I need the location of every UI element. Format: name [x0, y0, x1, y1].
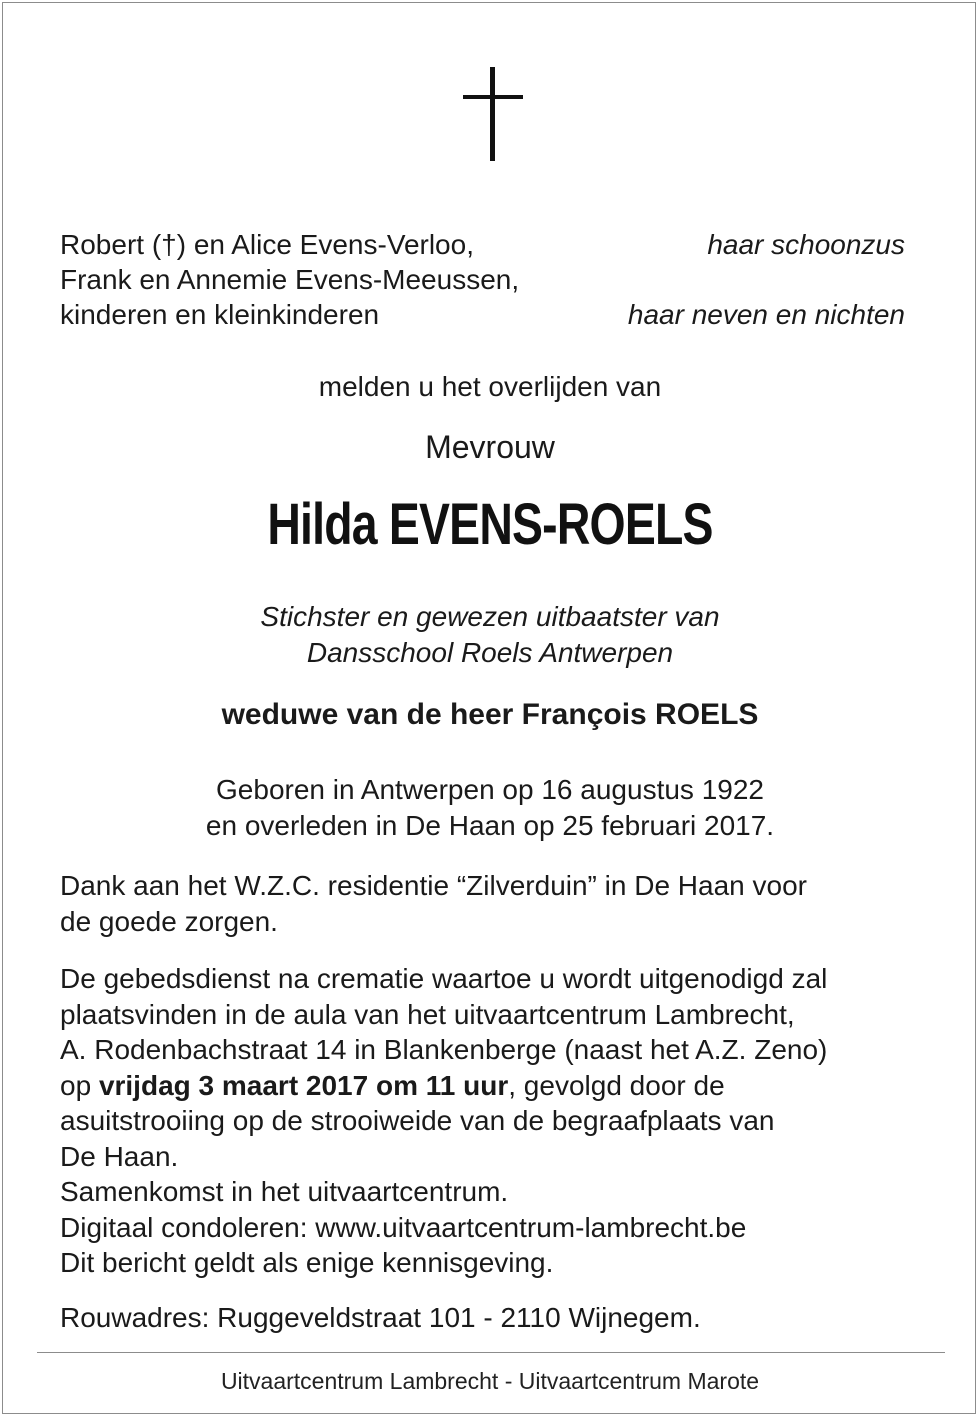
- service-date-line: [60, 1068, 940, 1104]
- relation-label: haar neven en nichten: [627, 299, 905, 330]
- obituary-card: [2, 2, 976, 1414]
- thanks-line: de goede zorgen.: [60, 905, 278, 937]
- footer-divider: [37, 1352, 945, 1353]
- relation-label: haar schoonzus: [707, 229, 905, 260]
- deceased-name: Hilda EVENS-ROELS: [267, 492, 713, 557]
- service-line: A. Rodenbachstraat 14 in Blankenberge (naast het A.Z. Zeno): [60, 1034, 828, 1065]
- notice-line: Dit bericht geldt als enige kennisgeving.: [60, 1247, 554, 1278]
- service-date-suffix: , gevolgd door de: [508, 1069, 725, 1101]
- role-line: Dansschool Roels Antwerpen: [306, 637, 674, 668]
- service-line: plaatsvinden in de aula van het uitvaartcentrum Lambrecht,: [60, 998, 795, 1030]
- family-line: Robert (†) en Alice Evens-Verloo,: [60, 229, 474, 260]
- thanks-paragraph: [60, 868, 940, 939]
- cross-icon: [463, 67, 523, 161]
- service-line: De Haan.: [60, 1140, 179, 1172]
- announcement-text: melden u het overlijden van: [318, 371, 662, 402]
- family-line: kinderen en kleinkinderen: [60, 299, 380, 330]
- death-line: en overleden in De Haan op 25 februari 2017.: [205, 810, 775, 841]
- gathering-line: Samenkomst in het uitvaartcentrum.: [60, 1176, 509, 1207]
- condolence-line: Digitaal condoleren: www.uitvaartcentrum-lambrecht.be: [60, 1211, 747, 1243]
- role-line: Stichster en gewezen uitbaatster van: [260, 601, 720, 632]
- widow-line: weduwe van de heer François ROELS: [221, 698, 759, 731]
- honorific-title: Mevrouw: [425, 429, 555, 465]
- mourning-address: Rouwadres: Ruggeveldstraat 101 - 2110 Wijnegem.: [60, 1302, 701, 1333]
- service-date-prefix: op: [60, 1069, 99, 1101]
- birth-line: Geboren in Antwerpen op 16 augustus 1922: [216, 774, 764, 805]
- family-line: Frank en Annemie Evens-Meeussen,: [60, 264, 520, 295]
- service-paragraph: [60, 961, 940, 1281]
- service-date: vrijdag 3 maart 2017 om 11 uur: [98, 1069, 509, 1101]
- footer-text: Uitvaartcentrum Lambrecht - Uitvaartcentrum Marote: [220, 1368, 760, 1394]
- thanks-line: Dank aan het W.Z.C. residentie “Zilverduin” in De Haan voor: [60, 870, 807, 901]
- service-line: De gebedsdienst na crematie waartoe u wordt uitgenodigd zal: [60, 963, 828, 994]
- service-line: asuitstrooiing op de strooiweide van de begraafplaats van: [60, 1105, 775, 1136]
